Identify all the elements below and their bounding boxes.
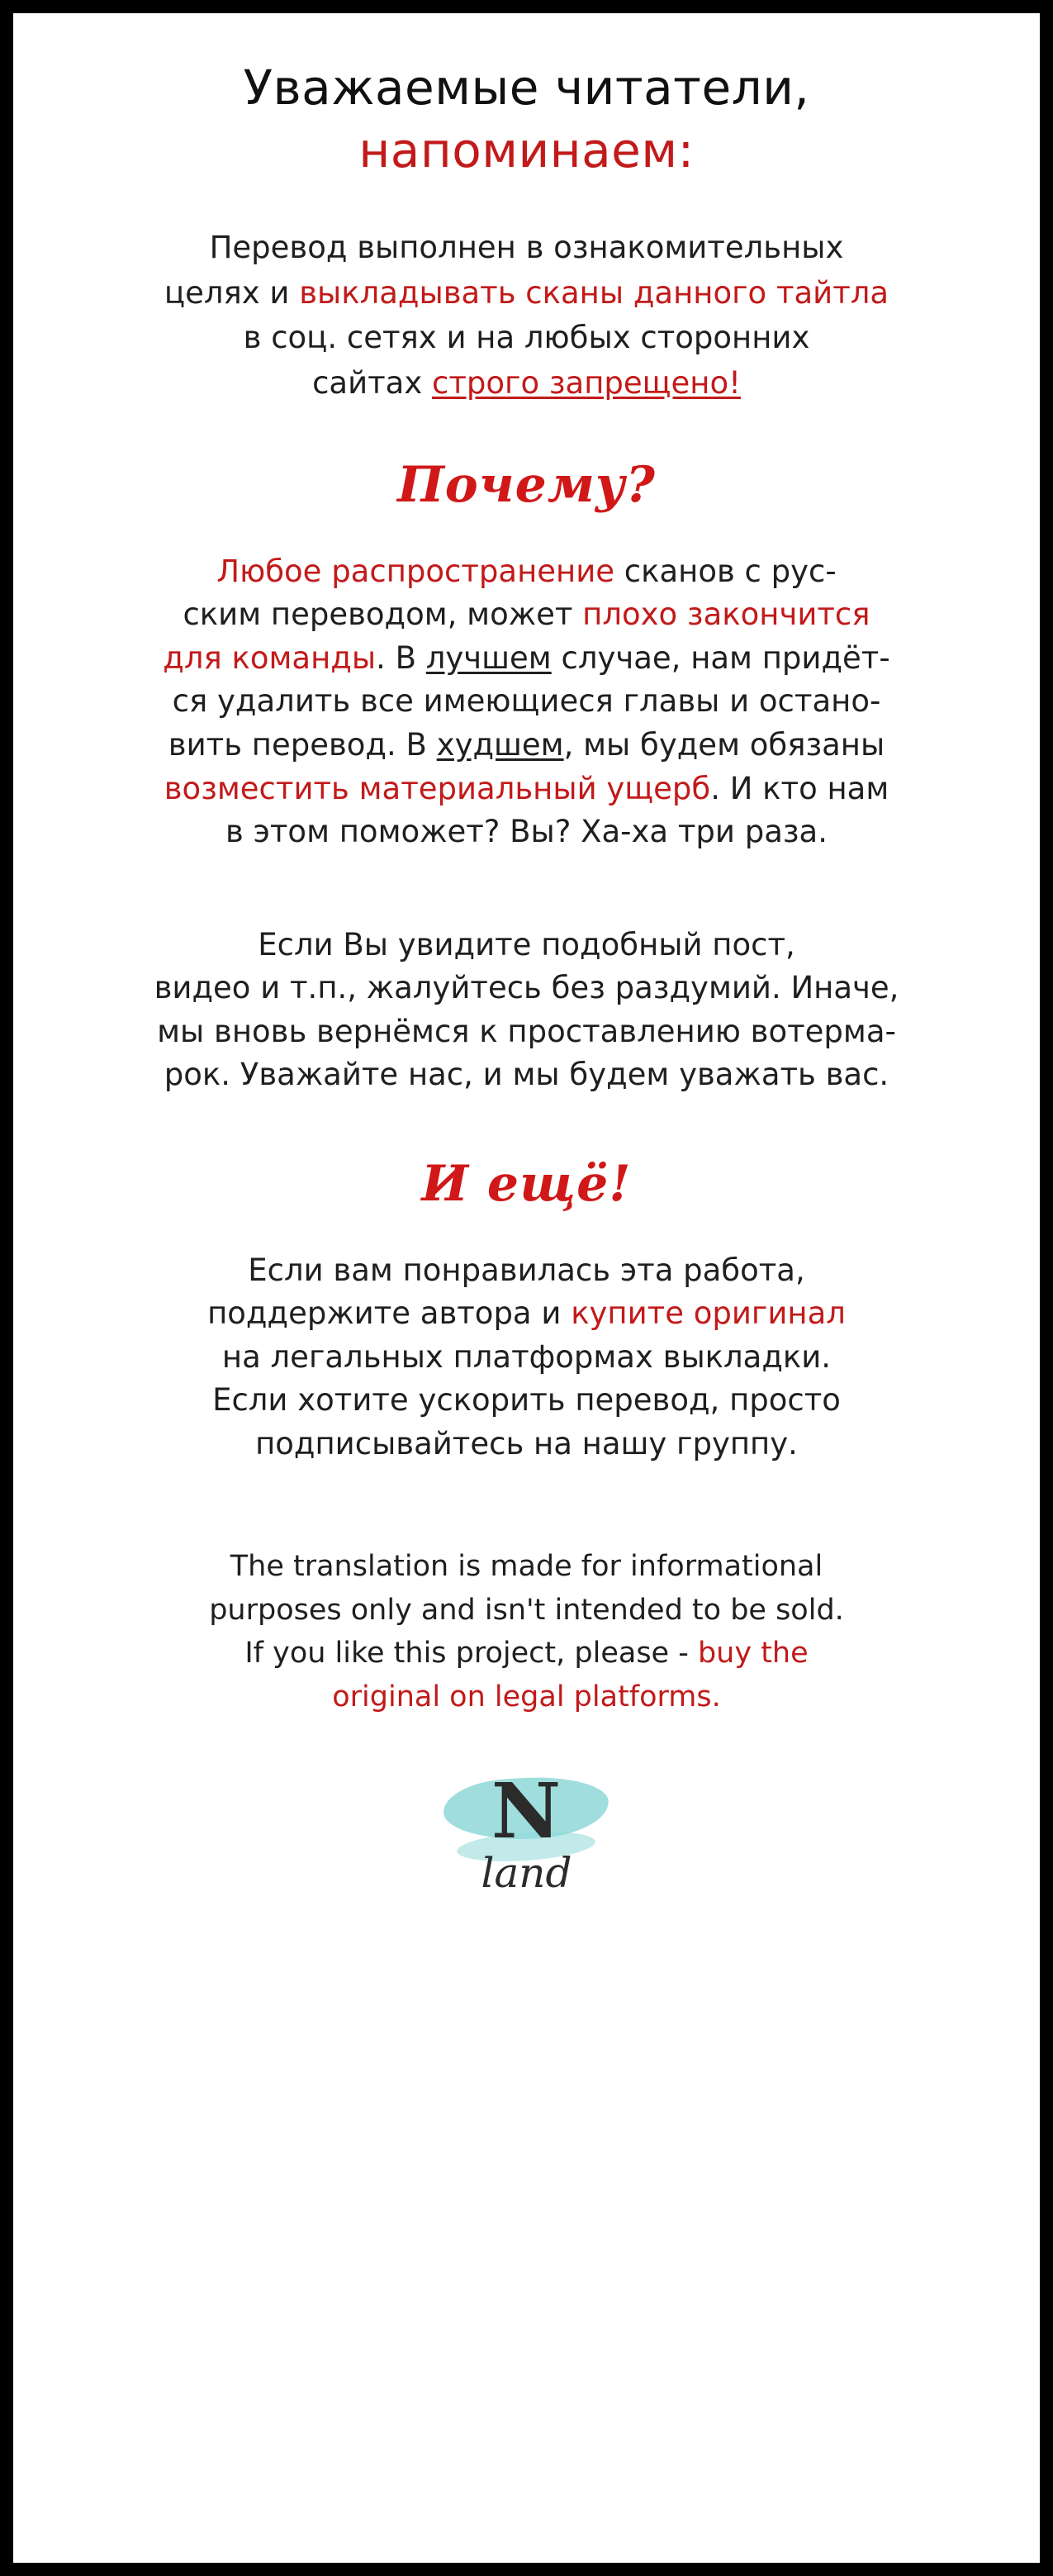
logo-wordmark: land xyxy=(481,1849,572,1898)
why-line-1-highlight: Любое распространение xyxy=(216,553,615,589)
notice-content xyxy=(73,13,981,1920)
intro-line-4 xyxy=(73,361,981,406)
report-paragraph xyxy=(73,924,981,1097)
intro-line-4-plain: сайтах xyxy=(312,365,433,402)
english-line-4: original on legal platforms. xyxy=(332,1680,721,1713)
report-line-1: Если Вы увидите подобный пост, xyxy=(258,926,795,962)
title-line-1: Уважаемые читатели, xyxy=(243,59,810,116)
heading-why: Почему? xyxy=(397,455,656,514)
intro-line-2-plain: целях и xyxy=(164,274,300,311)
english-line-3 xyxy=(73,1632,981,1675)
spacer-before-why xyxy=(73,406,981,456)
english-line-3-plain: If you like this project, please - xyxy=(244,1637,698,1671)
notice-title xyxy=(73,59,981,179)
english-paragraph xyxy=(73,1545,981,1718)
title-line-2: напоминаем: xyxy=(358,122,695,179)
why-line-2-plain: ским переводом, может xyxy=(183,596,583,633)
intro-line-1: Перевод выполнен в ознакомительных xyxy=(209,229,844,265)
why-line-3-plain-b: случае, нам придёт- xyxy=(551,639,890,676)
support-line-2 xyxy=(73,1292,981,1336)
why-line-7: в этом поможет? Вы? Ха-ха три раза. xyxy=(225,814,828,850)
why-line-1-plain: сканов с рус- xyxy=(614,553,837,589)
why-paragraph xyxy=(73,550,981,854)
support-line-4: Если хотите ускорить перевод, просто xyxy=(212,1382,841,1419)
why-line-3-highlight: для команды xyxy=(163,639,377,676)
why-line-5 xyxy=(73,724,981,768)
spacer-before-more xyxy=(73,1097,981,1155)
spacer-before-report xyxy=(73,854,981,924)
logo-row xyxy=(73,1718,981,1920)
english-line-2: purposes only and isn't intended to be sold. xyxy=(209,1593,844,1627)
why-line-5-plain-b: , мы будем обязаны xyxy=(563,727,885,763)
why-line-5-plain-a: вить перевод. В xyxy=(168,727,437,763)
why-line-2-highlight: плохо закончится xyxy=(582,596,870,633)
support-line-5: подписывайтесь на нашу группу. xyxy=(255,1425,798,1461)
support-line-1: Если вам понравилась эта работа, xyxy=(248,1252,805,1288)
spacer-after-title xyxy=(73,179,981,226)
support-paragraph xyxy=(73,1249,981,1466)
why-line-6 xyxy=(73,768,981,811)
why-line-6-highlight: возместить материальный ущерб xyxy=(164,770,711,806)
intro-line-4-highlight: строго запрещено! xyxy=(432,365,741,402)
support-line-2-highlight: купите оригинал xyxy=(571,1295,846,1332)
spacer-after-why xyxy=(73,514,981,550)
why-line-2 xyxy=(73,593,981,637)
intro-line-2 xyxy=(73,271,981,316)
why-line-1 xyxy=(73,550,981,594)
intro-paragraph xyxy=(73,226,981,406)
report-line-4: рок. Уважайте нас, и мы будем уважать вас. xyxy=(164,1057,889,1093)
heading-more: И ещё! xyxy=(421,1154,632,1213)
english-line-1: The translation is made for informational xyxy=(230,1550,823,1584)
spacer-before-english xyxy=(73,1466,981,1545)
brand-logo xyxy=(432,1763,622,1920)
intro-line-3: в соц. сетях и на любых сторонних xyxy=(243,320,810,356)
why-line-3-plain-a: . В xyxy=(376,639,426,676)
support-line-2-plain: поддержите автора и xyxy=(207,1295,572,1332)
why-line-3 xyxy=(73,637,981,681)
notice-sheet xyxy=(13,13,1040,2563)
why-line-4: ся удалить все имеющиеся главы и остано- xyxy=(172,683,881,720)
intro-line-2-highlight: выкладывать сканы данного тайтла xyxy=(299,274,889,311)
english-line-3-highlight: buy the xyxy=(697,1637,809,1671)
report-line-2: видео и т.п., жалуйтесь без раздумий. Иначе, xyxy=(154,970,899,1006)
why-line-6-plain: . И кто нам xyxy=(710,770,889,806)
why-line-3-underline: лучшем xyxy=(425,639,552,676)
support-line-3: на легальных платформах выкладки. xyxy=(221,1338,832,1375)
logo-mark: N xyxy=(491,1766,562,1856)
why-line-5-underline: худшем xyxy=(436,727,564,763)
report-line-3: мы вновь вернёмся к проставлению вотерма- xyxy=(157,1013,896,1049)
spacer-after-more xyxy=(73,1213,981,1249)
